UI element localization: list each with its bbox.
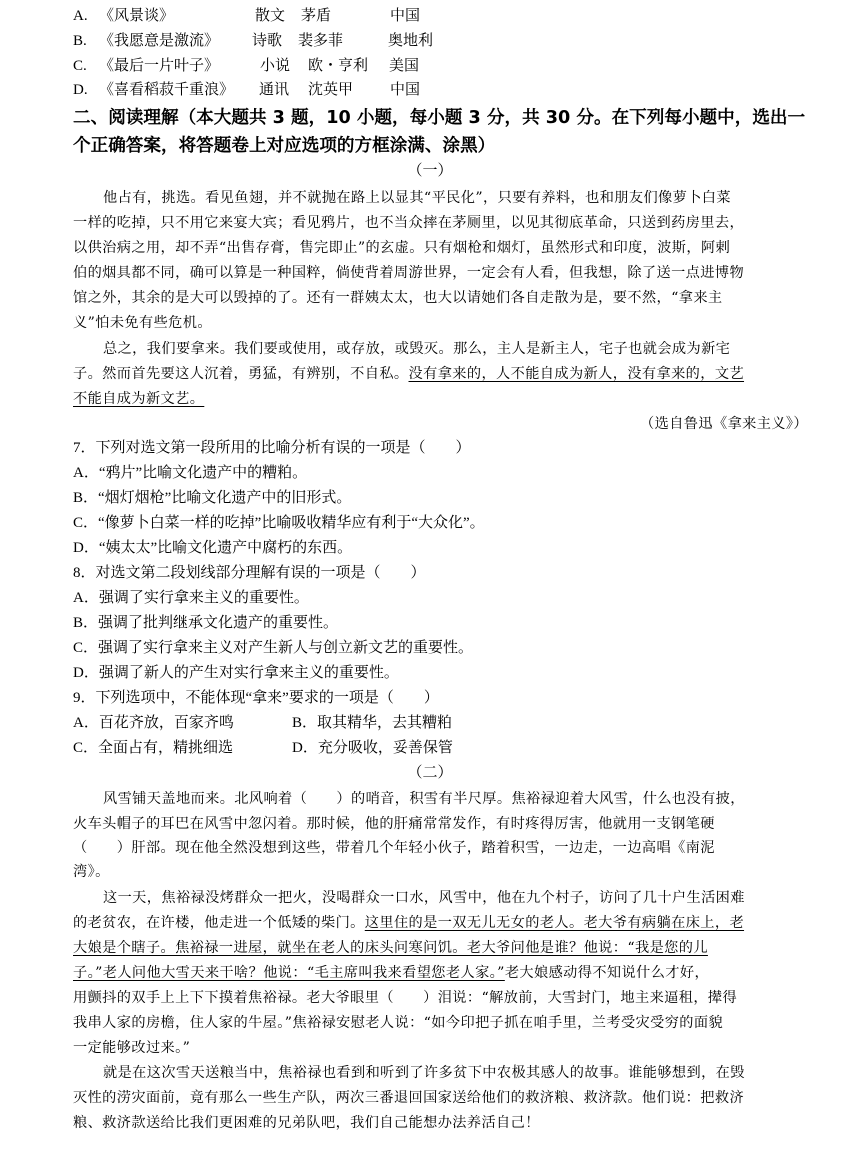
passage-line: 粮、救济款送给比我们更困难的兄弟队吧，我们自己能想办法养活自己！ <box>73 1115 540 1131</box>
question-7-stem: 7．下列对选文第一段所用的比喻分析有误的一项是（ ） <box>73 440 471 456</box>
section-heading-line-2: 个正确答案，将答题卷上对应选项的方框涂满、涂黑） <box>73 136 496 156</box>
work-genre: 通讯 <box>259 82 290 98</box>
option-label: B. <box>73 33 87 49</box>
work-title: 《风景谈》 <box>99 8 175 24</box>
underlined-text: 子。”老人问他大雪天来干啥？他说：“毛主席叫我来看望您老人家。” <box>73 965 505 981</box>
work-title: 《喜看稻菽千重浪》 <box>99 82 235 98</box>
passage-line: 一样的吃掉，只不用它来宴大宾；看见鸦片，也不当众摔在茅厕里，以见其彻底革命，只送到药房里去， <box>73 215 745 231</box>
question-option: B．强调了批判继承文化遗产的重要性。 <box>73 615 339 631</box>
work-country: 奥地利 <box>388 33 434 49</box>
underlined-text: 这里住的是一双无儿无女的老人。老大爷有病躺在床上，老 <box>364 915 745 931</box>
question-9-stem: 9．下列选项中，不能体现“拿来”要求的一项是（ ） <box>73 690 439 706</box>
passage-text: 的老贫农，在许楼，他走进一个低矮的柴门。 <box>73 915 365 931</box>
work-genre: 诗歌 <box>252 33 283 49</box>
work-author: 裴多菲 <box>298 33 344 49</box>
work-author: 沈英甲 <box>308 82 354 98</box>
work-author: 欧・亨利 <box>308 58 369 74</box>
question-option: A．强调了实行拿来主义的重要性。 <box>73 590 309 606</box>
passage-line: 风雪铺天盖地而来。北风响着（ ）的哨音，积雪有半尺厚。焦裕禄迎着大风雪，什么也没有披， <box>103 791 745 807</box>
passage-line <box>73 963 709 983</box>
question-option: A．百花齐放，百家齐鸣 <box>73 715 234 731</box>
passage-line: 火车头帽子的耳巴在风雪中忽闪着。那时候，他的肝痛常常发作，有时疼得厉害，他就用一支钢笔硬 <box>73 816 715 832</box>
passage-1-number: （一） <box>407 163 453 179</box>
question-option: A．“鸦片”比喻文化遗产中的糟粕。 <box>73 465 308 481</box>
passage-line <box>73 913 744 933</box>
question-option: D．强调了新人的产生对实行拿来主义的重要性。 <box>73 665 399 681</box>
work-country: 中国 <box>390 8 421 24</box>
question-option: C．“像萝卜白菜一样的吃掉”比喻吸收精华应有利于“大众化”。 <box>73 515 485 531</box>
question-option: D．充分吸收，妥善保管 <box>292 740 453 756</box>
work-title: 《我愿意是激流》 <box>99 33 220 49</box>
passage-2-number: （二） <box>407 765 453 781</box>
work-genre: 散文 <box>255 8 286 24</box>
passage-line: （ ）肝部。现在他全然没想到这些，带着几个年轻小伙子，踏着积雪，一边走，一边高唱《南泥 <box>73 840 715 856</box>
question-option: D．“姨太太”比喻文化遗产中腐朽的东西。 <box>73 540 353 556</box>
question-8-stem: 8．对选文第二段划线部分理解有误的一项是（ ） <box>73 565 426 581</box>
passage-line <box>73 364 744 384</box>
work-country: 中国 <box>390 82 421 98</box>
option-label: A. <box>73 8 88 24</box>
passage-text: 子。然而首先要这人沉着，勇猛，有辨别，不自私。 <box>73 366 409 382</box>
work-country: 美国 <box>389 58 420 74</box>
passage-line: 这一天，焦裕禄没烤群众一把火，没喝群众一口水，风雪中，他在九个村子，访问了几十户生活困难 <box>103 890 745 906</box>
question-option: C．强调了实行拿来主义对产生新人与创立新文艺的重要性。 <box>73 640 474 656</box>
passage-line <box>73 389 204 409</box>
question-option: C．全面占有，精挑细选 <box>73 740 234 756</box>
underlined-text: 不能自成为新文艺。 <box>73 391 205 407</box>
underlined-text: 没有拿来的，人不能自成为新人，没有拿来的，文艺 <box>408 366 745 382</box>
passage-line <box>73 938 708 958</box>
passage-line: 灭性的涝灾面前，竟有那么一些生产队，两次三番退回国家送给他们的救济粮、救济款。他们说：把救济 <box>73 1090 745 1106</box>
work-author: 茅盾 <box>301 8 332 24</box>
passage-line: 以供治病之用，却不弄“出售存膏，售完即止”的玄虚。只有烟枪和烟灯，虽然形式和印度，波斯，阿剌 <box>73 240 731 256</box>
option-label: C. <box>73 58 87 74</box>
work-title: 《最后一片叶子》 <box>99 58 220 74</box>
passage-line: 伯的烟具都不同，确可以算是一种国粹，倘使背着周游世界，一定会有人看，但我想，除了送一点进博物 <box>73 265 745 281</box>
passage-line: 义”怕未免有些危机。 <box>73 315 212 331</box>
section-heading-line-1: 二、阅读理解（本大题共 3 题，10 小题，每小题 3 分，共 30 分。在下列每小题中，选出一 <box>73 108 806 128</box>
underlined-text: 大娘是个瞎子。焦裕禄一进屋，就坐在老人的床头问寒问饥。老大爷问他是谁？他说：“我是您的儿 <box>73 940 708 956</box>
question-option: B．取其精华，去其糟粕 <box>292 715 453 731</box>
option-label: D. <box>73 82 88 98</box>
passage-line: 用颤抖的双手上上下下摸着焦裕禄。老大爷眼里（ ）泪说：“解放前，大雪封门，地主来逼租，撵得 <box>73 990 738 1006</box>
passage-line: 我串人家的房檐，住人家的牛屋。”焦裕禄安慰老人说：“如今印把子抓在咱手里，兰考受灾受穷的面貌 <box>73 1015 724 1031</box>
passage-source: （选自鲁迅《拿来主义》） <box>640 416 808 432</box>
passage-line: 他占有，挑选。看见鱼翅，并不就抛在路上以显其“平民化”，只要有养料，也和朋友们像萝卜白菜 <box>103 190 731 206</box>
passage-text: 老大娘感动得不知说什么才好， <box>504 965 710 981</box>
passage-line: 就是在这次雪天送粮当中，焦裕禄也看到和听到了许多贫下中农极其感人的故事。谁能够想到，在毁 <box>103 1065 745 1081</box>
passage-line: 湾》。 <box>73 864 110 880</box>
passage-line: 一定能够改过来。” <box>73 1040 191 1056</box>
work-genre: 小说 <box>260 58 291 74</box>
passage-line: 馆之外，其余的是大可以毁掉的了。还有一群姨太太，也大以请她们各自走散为是，要不然，“拿来主 <box>73 290 723 306</box>
question-option: B．“烟灯烟枪”比喻文化遗产中的旧形式。 <box>73 490 352 506</box>
passage-line: 总之，我们要拿来。我们要或使用，或存放，或毁灭。那么，主人是新主人，宅子也就会成为新宅 <box>103 341 731 357</box>
